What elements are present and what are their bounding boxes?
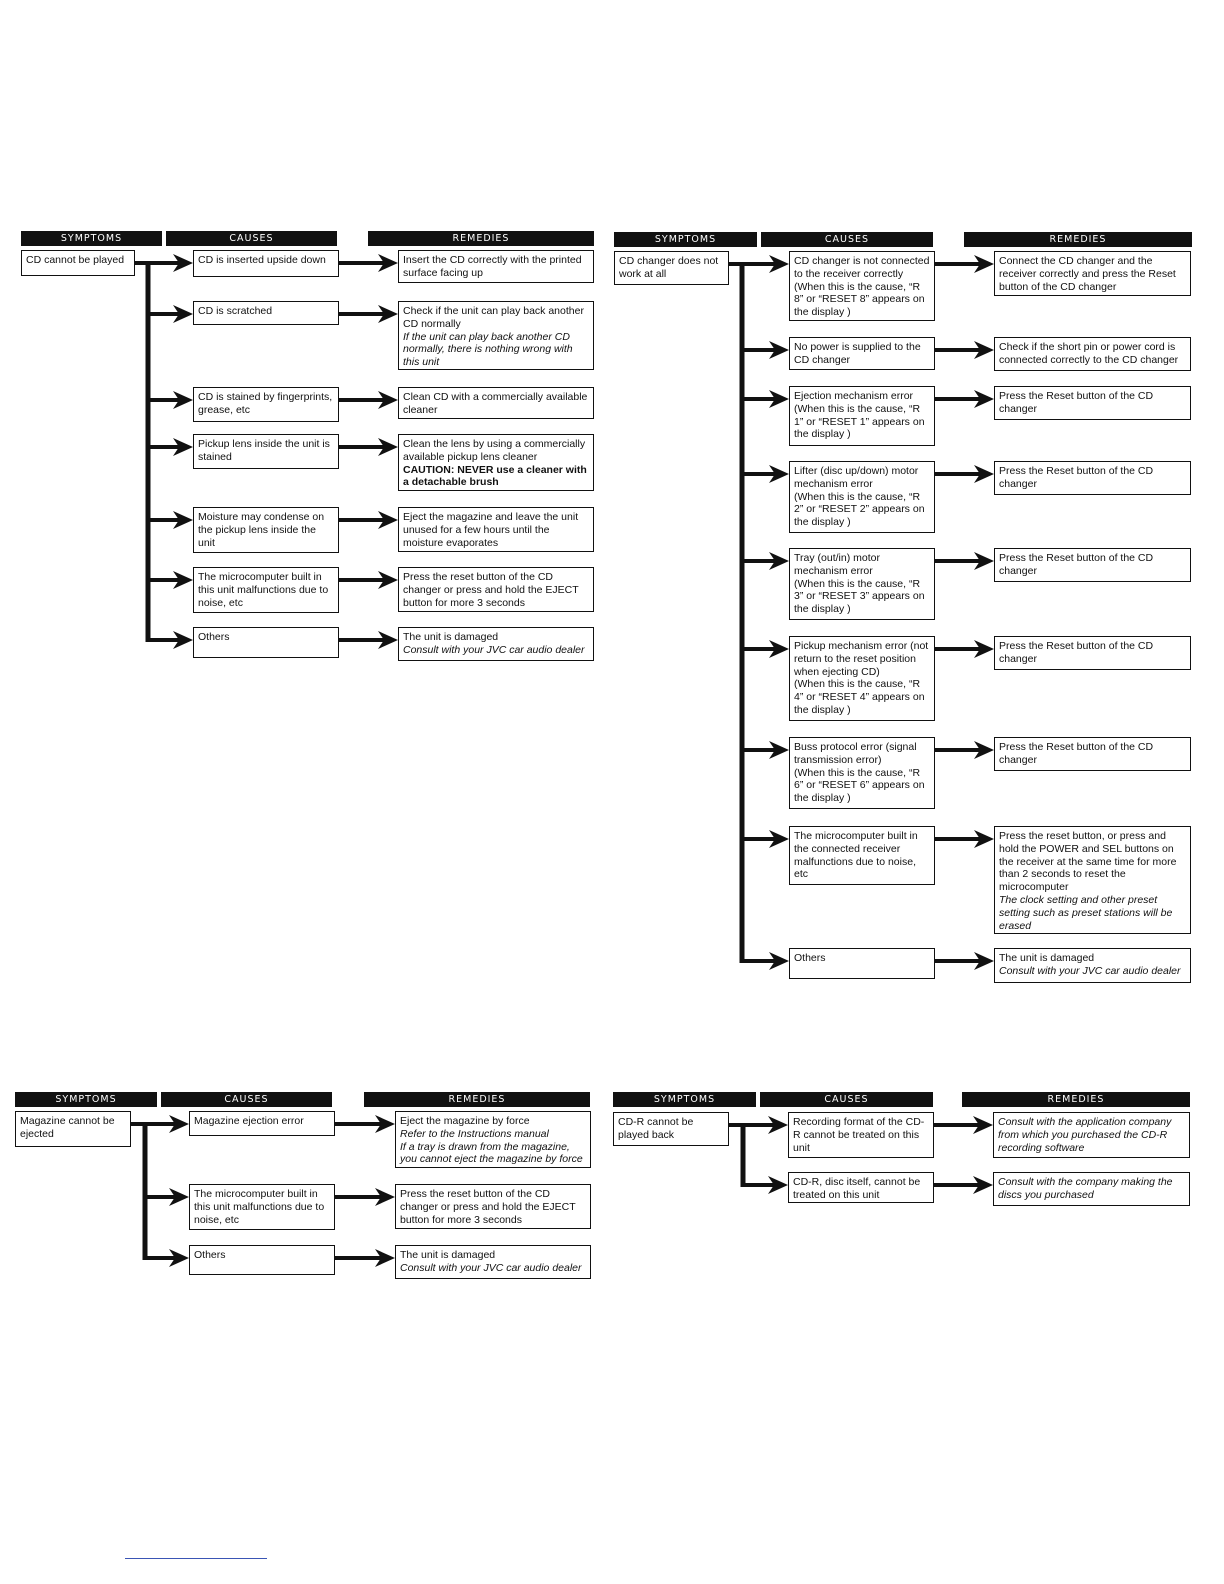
- cause-box: [193, 250, 339, 277]
- cause-box-line: the display ): [794, 516, 851, 529]
- cause-box-line: this unit malfunctions due to: [198, 583, 329, 596]
- remedies-header: REMEDIES: [964, 232, 1192, 247]
- remedy-box-line: The unit is damaged: [403, 631, 499, 643]
- footer-rule: [125, 1558, 267, 1559]
- remedy-box-line: available pickup lens cleaner: [403, 450, 538, 463]
- cause-box-line: this unit malfunctions due to: [194, 1200, 325, 1213]
- cause-box-line: CD changer is not connected: [794, 255, 930, 267]
- remedy-box-line: Clean CD with a commercially available: [403, 391, 588, 403]
- cause-box-line: R cannot be treated on this: [793, 1128, 920, 1141]
- causes-header: CAUSES: [166, 231, 337, 246]
- cause-box-line: transmission error): [794, 753, 882, 766]
- cause-box-line: Moisture may condense on: [198, 511, 325, 523]
- symptom-box-line: CD-R cannot be: [618, 1116, 694, 1128]
- remedy-box: [395, 1245, 591, 1279]
- cause-box: [789, 737, 935, 809]
- cause-box-line: unit: [198, 536, 215, 549]
- remedy-box-line: the receiver at the same time for more: [999, 855, 1177, 868]
- causes-header: CAUSES: [761, 232, 933, 247]
- cause-box-line: CD is stained by fingerprints,: [198, 391, 333, 403]
- remedy-box: [994, 251, 1191, 296]
- remedy-box: [994, 636, 1191, 670]
- remedies-header: REMEDIES: [962, 1092, 1190, 1107]
- cause-box-line: Others: [194, 1249, 226, 1261]
- remedy-box-line: CAUTION: NEVER use a cleaner with: [403, 463, 587, 476]
- cause-box: [193, 387, 339, 422]
- remedy-box-line: cleaner: [403, 403, 438, 416]
- cause-box-line: unit: [793, 1141, 810, 1154]
- remedy-box-line: The clock setting and other preset: [999, 893, 1158, 906]
- symptom-box: [21, 250, 135, 276]
- cause-box-line: 8” or “RESET 8” appears on: [794, 293, 925, 306]
- symptoms-header: SYMPTOMS: [613, 1092, 756, 1107]
- cause-box-line: the display ): [794, 792, 851, 805]
- cause-box-line: noise, etc: [198, 596, 243, 609]
- cause-box: [789, 251, 935, 321]
- remedy-box-line: changer: [999, 477, 1037, 490]
- remedy-box: [395, 1111, 591, 1168]
- remedy-box-line: Insert the CD correctly with the printed: [403, 254, 582, 266]
- cause-box: [193, 627, 339, 658]
- cause-box-line: the display ): [794, 428, 851, 441]
- symptom-box: [15, 1111, 131, 1147]
- cause-box-line: CD is inserted upside down: [198, 254, 326, 266]
- remedy-box-line: changer: [999, 753, 1037, 766]
- remedy-box-line: surface facing up: [403, 266, 483, 279]
- cause-box-line: (When this is the cause, “R: [794, 766, 921, 779]
- cause-box-line: The microcomputer built in: [198, 571, 322, 583]
- remedy-box: [994, 737, 1191, 771]
- cause-box-line: Pickup lens inside the unit is: [198, 438, 330, 450]
- remedy-box-line: button for more 3 seconds: [403, 596, 525, 609]
- remedy-box-line: The unit is damaged: [999, 952, 1095, 964]
- remedy-box-line: If the unit can play back another CD: [403, 330, 570, 343]
- remedy-box-line: erased: [999, 919, 1032, 932]
- cause-box: [789, 636, 935, 721]
- cause-box-line: Lifter (disc up/down) motor: [794, 465, 919, 477]
- remedy-box-line: connected correctly to the CD changer: [999, 353, 1179, 366]
- remedy-box-line: Consult with the application company: [998, 1116, 1172, 1128]
- cause-box-line: CD is scratched: [198, 305, 273, 317]
- remedy-box: [994, 461, 1191, 495]
- remedy-box-line: changer: [999, 564, 1037, 577]
- cause-box-line: (When this is the cause, “R: [794, 490, 921, 503]
- remedy-box-line: Press the Reset button of the CD: [999, 552, 1154, 564]
- remedy-box-line: Check if the short pin or power cord is: [999, 341, 1176, 353]
- cause-box-line: 2” or “RESET 2” appears on: [794, 503, 925, 516]
- causes-header: CAUSES: [161, 1092, 332, 1107]
- cause-box: [789, 337, 935, 370]
- cause-box: [193, 567, 339, 613]
- cause-box-line: (When this is the cause, “R: [794, 280, 921, 293]
- cause-box-line: return to the reset position: [794, 652, 916, 665]
- remedy-box-line: discs you purchased: [998, 1188, 1094, 1201]
- cause-box: [788, 1112, 934, 1158]
- remedy-box-line: normally, there is nothing wrong with: [403, 343, 573, 356]
- remedy-box-line: a detachable brush: [403, 476, 499, 489]
- remedy-box-line: If a tray is drawn from the magazine,: [400, 1140, 570, 1153]
- remedy-box: [395, 1184, 591, 1229]
- remedy-box: [994, 548, 1191, 582]
- cause-box-line: Recording format of the CD-: [793, 1116, 925, 1128]
- remedies-header: REMEDIES: [364, 1092, 590, 1107]
- remedy-box-line: from which you purchased the CD-R: [998, 1128, 1168, 1141]
- cause-box-line: treated on this unit: [793, 1188, 880, 1201]
- remedy-box: [398, 507, 594, 552]
- remedy-box-line: Clean the lens by using a commercially: [403, 438, 586, 450]
- remedy-box-line: moisture evaporates: [403, 536, 499, 549]
- remedy-box-line: Consult with your JVC car audio dealer: [403, 643, 585, 656]
- remedy-box-line: setting such as preset stations will be: [999, 906, 1173, 919]
- cause-box: [193, 434, 339, 469]
- remedy-box-line: The unit is damaged: [400, 1249, 496, 1261]
- remedy-box-line: Connect the CD changer and the: [999, 255, 1153, 267]
- remedy-box: [398, 627, 594, 661]
- remedy-box: [994, 386, 1191, 420]
- cause-box: [789, 948, 935, 979]
- remedy-box-line: hold the POWER and SEL buttons on: [999, 842, 1174, 855]
- remedies-header: REMEDIES: [368, 231, 594, 246]
- remedy-box-line: Press the reset button of the CD: [400, 1188, 550, 1200]
- cause-box-line: noise, etc: [194, 1213, 239, 1226]
- cause-box: [193, 507, 339, 553]
- cause-box-line: 4” or “RESET 4” appears on: [794, 691, 925, 704]
- cause-box-line: The microcomputer built in: [194, 1188, 318, 1200]
- cause-box-line: 3” or “RESET 3” appears on: [794, 590, 925, 603]
- remedy-box: [993, 1112, 1190, 1158]
- cause-box: [789, 548, 935, 620]
- cause-box-line: the display ): [794, 603, 851, 616]
- cause-box-line: the connected receiver: [794, 842, 901, 855]
- cause-box: [789, 461, 935, 533]
- cause-box-line: Pickup mechanism error (not: [794, 640, 929, 652]
- remedy-box-line: this unit: [403, 356, 440, 369]
- remedy-box-line: you cannot eject the magazine by force: [400, 1153, 583, 1166]
- remedy-box-line: than 2 seconds to reset the: [999, 868, 1126, 881]
- remedy-box-line: button for more 3 seconds: [400, 1213, 522, 1226]
- cause-box-line: the pickup lens inside the: [198, 523, 316, 536]
- remedy-box-line: changer or press and hold the EJECT: [400, 1200, 576, 1213]
- remedy-box-line: Eject the magazine and leave the unit: [403, 511, 579, 523]
- remedy-box-line: Refer to the Instructions manual: [400, 1127, 549, 1140]
- remedy-box: [398, 567, 594, 612]
- symptoms-header: SYMPTOMS: [21, 231, 162, 246]
- cause-box: [789, 826, 935, 885]
- symptom-box-line: played back: [618, 1128, 675, 1141]
- symptom-box-line: work at all: [619, 267, 667, 280]
- remedy-box-line: unused for a few hours until the: [403, 523, 550, 536]
- remedy-box: [398, 301, 594, 370]
- cause-box-line: (When this is the cause, “R: [794, 577, 921, 590]
- remedy-box-line: Press the Reset button of the CD: [999, 640, 1154, 652]
- symptom-box-line: Magazine cannot be: [20, 1115, 115, 1127]
- cause-box-line: mechanism error: [794, 477, 873, 490]
- cause-box-line: No power is supplied to the: [794, 341, 921, 353]
- cause-box-line: mechanism error: [794, 564, 873, 577]
- cause-box: [189, 1111, 335, 1136]
- remedy-box: [398, 250, 594, 283]
- remedy-box-line: Consult with your JVC car audio dealer: [400, 1261, 582, 1274]
- remedy-box-line: microcomputer: [999, 881, 1069, 894]
- cause-box: [189, 1184, 335, 1230]
- cause-box-line: malfunctions due to noise,: [794, 855, 916, 868]
- cause-box-line: 6” or “RESET 6” appears on: [794, 779, 925, 792]
- remedy-box-line: Press the reset button of the CD: [403, 571, 553, 583]
- cause-box-line: CD-R, disc itself, cannot be: [793, 1176, 921, 1188]
- cause-box-line: grease, etc: [198, 403, 250, 416]
- cause-box-line: CD changer: [794, 353, 851, 366]
- cause-box-line: Tray (out/in) motor: [794, 552, 880, 564]
- cause-box-line: Others: [198, 631, 230, 643]
- cause-box-line: 1” or “RESET 1” appears on: [794, 415, 925, 428]
- symptom-box: [613, 1112, 729, 1146]
- remedy-box-line: changer or press and hold the EJECT: [403, 583, 579, 596]
- cause-box-line: the display ): [794, 306, 851, 319]
- cause-box: [189, 1245, 335, 1275]
- cause-box-line: (When this is the cause, “R: [794, 402, 921, 415]
- remedy-box: [398, 434, 594, 491]
- remedy-box-line: CD normally: [403, 317, 461, 330]
- remedy-box-line: Check if the unit can play back another: [403, 305, 584, 317]
- remedy-box-line: Press the reset button, or press and: [999, 830, 1166, 842]
- cause-box-line: etc: [794, 868, 809, 881]
- cause-box-line: Others: [794, 952, 826, 964]
- symptom-box-line: ejected: [20, 1127, 54, 1140]
- remedy-box-line: changer: [999, 652, 1037, 665]
- cause-box-line: The microcomputer built in: [794, 830, 918, 842]
- cause-box-line: Buss protocol error (signal: [794, 741, 917, 753]
- cause-box-line: (When this is the cause, “R: [794, 678, 921, 691]
- cause-box: [788, 1172, 934, 1203]
- remedy-box-line: changer: [999, 402, 1037, 415]
- remedy-box: [994, 826, 1191, 934]
- remedy-box-line: Press the Reset button of the CD: [999, 465, 1154, 477]
- cause-box-line: stained: [198, 450, 232, 463]
- remedy-box-line: Press the Reset button of the CD: [999, 390, 1154, 402]
- symptom-box-line: CD changer does not: [619, 255, 719, 267]
- remedy-box-line: Press the Reset button of the CD: [999, 741, 1154, 753]
- remedy-box-line: Consult with the company making the: [998, 1176, 1173, 1188]
- cause-box-line: Ejection mechanism error: [794, 390, 914, 402]
- symptoms-header: SYMPTOMS: [15, 1092, 157, 1107]
- remedy-box-line: Consult with your JVC car audio dealer: [999, 964, 1181, 977]
- remedy-box: [398, 387, 594, 419]
- cause-box: [193, 301, 339, 325]
- cause-box-line: when ejecting CD): [794, 665, 880, 678]
- causes-header: CAUSES: [760, 1092, 933, 1107]
- symptom-box-line: CD cannot be played: [26, 254, 125, 266]
- cause-box-line: the display ): [794, 703, 851, 716]
- remedy-box-line: button of the CD changer: [999, 280, 1117, 293]
- cause-box-line: to the receiver correctly: [794, 267, 904, 280]
- remedy-box-line: receiver correctly and press the Reset: [999, 267, 1176, 280]
- remedy-box: [994, 948, 1191, 983]
- cause-box: [789, 386, 935, 446]
- cause-box-line: Magazine ejection error: [194, 1115, 304, 1127]
- remedy-box: [994, 337, 1191, 371]
- symptom-box: [614, 251, 729, 285]
- symptoms-header: SYMPTOMS: [614, 232, 757, 247]
- remedy-box-line: recording software: [998, 1141, 1085, 1154]
- remedy-box-line: Eject the magazine by force: [400, 1115, 530, 1127]
- remedy-box: [993, 1172, 1190, 1206]
